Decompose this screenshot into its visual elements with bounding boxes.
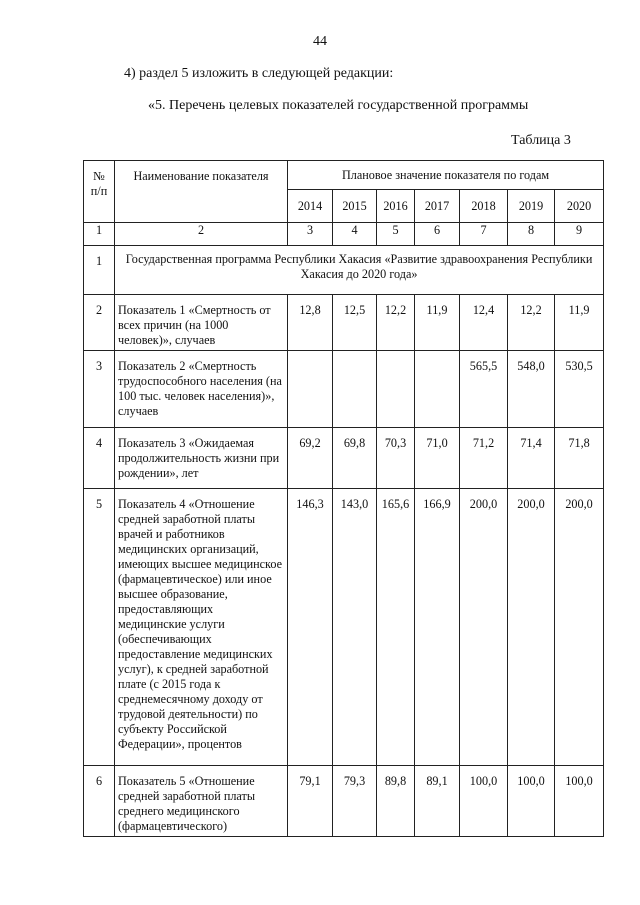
value-cell: 100,0	[460, 766, 508, 837]
header-row	[84, 161, 604, 190]
table-row	[84, 766, 604, 837]
program-row	[84, 246, 604, 295]
value-cell: 71,8	[555, 428, 604, 489]
value-cell: 200,0	[555, 489, 604, 766]
page-number: 44	[313, 34, 327, 49]
year-2020: 2020	[555, 190, 604, 223]
value-cell: 11,9	[555, 295, 604, 351]
value-cell: 89,8	[377, 766, 415, 837]
indicator-name: Показатель 2 «Смертность трудоспособного населения (на 100 тыс. человек населения)», случаев	[115, 351, 288, 428]
indicator-name: Показатель 1 «Смертность от всех причин (на 1000 человек)», случаев	[115, 295, 288, 351]
col-number: 2	[115, 223, 288, 246]
value-cell: 69,8	[333, 428, 377, 489]
value-cell: 530,5	[555, 351, 604, 428]
indicator-name: Показатель 5 «Отношение средней заработной платы среднего медицинского (фармацевтического)	[115, 766, 288, 837]
col-number: 4	[333, 223, 377, 246]
table-row	[84, 489, 604, 766]
value-cell	[288, 351, 333, 428]
value-cell: 79,1	[288, 766, 333, 837]
value-cell: 100,0	[555, 766, 604, 837]
header-name: Наименование показателя	[115, 161, 288, 223]
value-cell: 565,5	[460, 351, 508, 428]
col-number: 5	[377, 223, 415, 246]
year-2014: 2014	[288, 190, 333, 223]
indicator-name: Показатель 3 «Ожидаемая продолжительность жизни при рождении», лет	[115, 428, 288, 489]
year-2019: 2019	[508, 190, 555, 223]
year-2016: 2016	[377, 190, 415, 223]
row-num: 2	[84, 295, 115, 351]
table-row	[84, 295, 604, 351]
col-number: 6	[415, 223, 460, 246]
value-cell: 200,0	[508, 489, 555, 766]
col-number: 8	[508, 223, 555, 246]
value-cell	[333, 351, 377, 428]
column-numbers-row	[84, 223, 604, 246]
indicators-table	[83, 160, 604, 837]
year-2018: 2018	[460, 190, 508, 223]
row-num: 4	[84, 428, 115, 489]
value-cell: 12,5	[333, 295, 377, 351]
value-cell: 11,9	[415, 295, 460, 351]
value-cell: 100,0	[508, 766, 555, 837]
year-2017: 2017	[415, 190, 460, 223]
col-number: 1	[84, 223, 115, 246]
section-title: «5. Перечень целевых показателей государственной программы	[148, 98, 529, 113]
value-cell: 12,4	[460, 295, 508, 351]
value-cell: 166,9	[415, 489, 460, 766]
value-cell: 69,2	[288, 428, 333, 489]
value-cell: 165,6	[377, 489, 415, 766]
value-cell: 146,3	[288, 489, 333, 766]
value-cell: 143,0	[333, 489, 377, 766]
intro-text: 4) раздел 5 изложить в следующей редакции:	[124, 66, 394, 81]
col-number: 7	[460, 223, 508, 246]
value-cell: 89,1	[415, 766, 460, 837]
value-cell: 200,0	[460, 489, 508, 766]
col-number: 3	[288, 223, 333, 246]
value-cell: 71,2	[460, 428, 508, 489]
program-title: Государственная программа Республики Хакасия «Развитие здравоохранения Республики Хакасия до 2020 года»	[115, 246, 604, 295]
header-num: № п/п	[84, 161, 115, 223]
col-number: 9	[555, 223, 604, 246]
value-cell: 12,8	[288, 295, 333, 351]
row-num: 3	[84, 351, 115, 428]
value-cell: 71,0	[415, 428, 460, 489]
value-cell: 12,2	[377, 295, 415, 351]
row-num: 1	[84, 246, 115, 295]
value-cell: 79,3	[333, 766, 377, 837]
value-cell: 548,0	[508, 351, 555, 428]
value-cell: 70,3	[377, 428, 415, 489]
header-plan: Плановое значение показателя по годам	[288, 161, 604, 190]
table-row	[84, 428, 604, 489]
value-cell	[377, 351, 415, 428]
year-2015: 2015	[333, 190, 377, 223]
indicator-name: Показатель 4 «Отношение средней заработной платы врачей и работников медицинских организаций, имеющих высшее медицинское (фармацевтическое) или иное высшее образование, предоставляющих медицинские услуги (обеспечивающих предоставление медицинских услуг), к средней заработной плате (с 2015 года к среднемесячному доходу от трудовой деятельности) по субъекту Российской Федерации», процентов	[115, 489, 288, 766]
table-label: Таблица 3	[511, 133, 571, 148]
value-cell: 12,2	[508, 295, 555, 351]
row-num: 5	[84, 489, 115, 766]
table-row	[84, 351, 604, 428]
row-num: 6	[84, 766, 115, 837]
value-cell	[415, 351, 460, 428]
value-cell: 71,4	[508, 428, 555, 489]
